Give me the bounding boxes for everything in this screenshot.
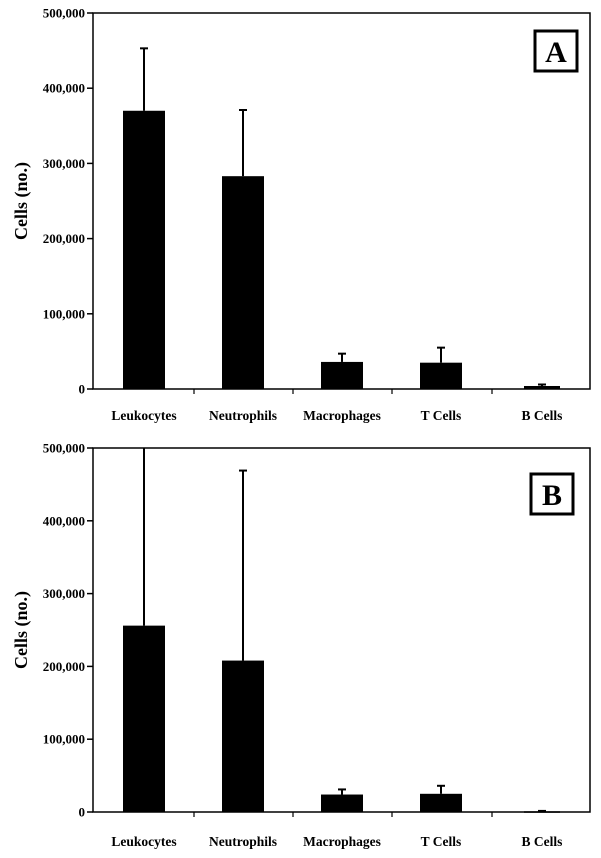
plot-frame xyxy=(93,448,590,812)
category-label: T Cells xyxy=(420,834,462,849)
bar-macrophages xyxy=(321,795,363,812)
y-tick-label: 100,000 xyxy=(42,731,85,747)
category-label: Macrophages xyxy=(303,834,381,849)
y-tick-label: 300,000 xyxy=(42,155,85,171)
bar-leukocytes xyxy=(123,626,165,812)
bar-neutrophils xyxy=(222,661,264,812)
y-axis-title: Cells (no.) xyxy=(11,591,31,669)
plot-frame xyxy=(93,13,590,389)
panel-b xyxy=(11,441,590,850)
panel-a xyxy=(11,6,590,424)
panel-label: A xyxy=(545,36,567,69)
y-tick-label: 100,000 xyxy=(42,306,85,322)
y-axis-title: Cells (no.) xyxy=(11,162,31,240)
bar-neutrophils xyxy=(222,176,264,389)
y-tick-label: 400,000 xyxy=(42,80,85,96)
y-tick-label: 0 xyxy=(78,381,85,397)
category-label: Leukocytes xyxy=(111,408,177,423)
bar-b-cells xyxy=(524,386,560,389)
y-tick-label: 200,000 xyxy=(42,231,85,247)
category-label: Neutrophils xyxy=(208,408,278,423)
panel-label: B xyxy=(541,479,563,512)
category-label: B Cells xyxy=(521,834,563,849)
category-label: Macrophages xyxy=(303,408,381,423)
bar-leukocytes xyxy=(123,111,165,389)
bar-t-cells xyxy=(420,363,462,389)
y-tick-label: 400,000 xyxy=(42,513,85,529)
y-tick-label: 200,000 xyxy=(42,658,85,674)
bar-t-cells xyxy=(420,794,462,812)
category-label: Neutrophils xyxy=(208,834,278,849)
category-label: Leukocytes xyxy=(111,834,177,849)
category-label: T Cells xyxy=(420,408,462,423)
category-label: B Cells xyxy=(521,408,563,423)
y-tick-label: 0 xyxy=(78,804,85,820)
bar-macrophages xyxy=(321,362,363,389)
y-tick-label: 500,000 xyxy=(42,440,85,456)
y-tick-label: 300,000 xyxy=(42,586,85,602)
y-tick-label: 500,000 xyxy=(42,5,85,21)
bar-b-cells xyxy=(524,811,560,813)
